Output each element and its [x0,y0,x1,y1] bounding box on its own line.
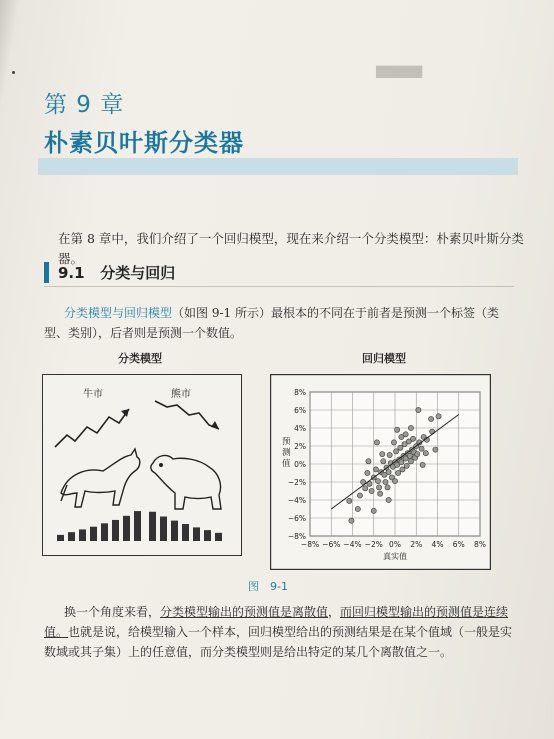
bull-bar [79,529,86,541]
data-point [429,416,434,421]
section-rule [44,286,514,287]
data-point [357,493,362,498]
x-tick-label: 6% [452,540,465,549]
x-tick-label: 4% [431,540,444,549]
chapter-title: 朴素贝叶斯分类器 [44,129,244,157]
regression-caption: 回归模型 [362,352,406,365]
y-tick-label: −6% [287,514,306,523]
bear-bar [160,517,167,541]
data-point [399,460,404,465]
data-point [410,436,415,441]
data-point [366,459,371,464]
data-point [393,449,398,454]
y-tick-label: −4% [287,496,306,505]
bull-label: 牛市 [83,389,103,400]
x-tick-label: −4% [343,540,362,549]
paragraph-2-comma: ， [328,605,341,619]
bull-bar [90,527,97,541]
data-point [408,425,413,430]
section-heading [44,262,514,283]
bar-series [57,511,222,541]
data-point [404,463,409,468]
y-tick-label: −2% [287,478,306,487]
data-point [363,486,368,491]
data-point [371,508,376,513]
bear-bar [204,530,211,541]
x-tick-label: 8% [474,540,486,549]
data-point [396,470,401,475]
bull-bar [123,516,130,541]
data-point [349,518,354,523]
data-point [381,459,386,464]
bull-trend-arrow [55,409,129,447]
data-point [415,452,420,457]
section-title [58,262,175,283]
paragraph-2-body: 也就是说，给模型输入一个样本，回归模型给出的预测结果是在某个值域（一般是实数域或其子集）上的任意值，而分类模型则是给出特定的某几个离散值之一。 [44,625,513,659]
data-point [423,451,428,456]
data-point [433,447,438,452]
paragraph-1 [44,303,519,343]
data-point [400,467,405,472]
data-point [355,506,360,511]
y-tick-label: 4% [294,424,306,433]
bear-icon [151,456,221,509]
y-axis-label: 预测值 [282,437,291,469]
classification-illustration [43,375,241,555]
regression-scatter-chart [270,374,491,570]
bull-icon [61,449,140,507]
data-point [395,427,400,432]
data-point [398,445,403,450]
data-point [386,497,391,502]
data-point [403,432,408,437]
x-tick-label: −2% [364,540,383,549]
data-point [380,452,385,457]
y-tick-label: 6% [294,406,306,415]
data-point [408,459,413,464]
intro-paragraph: 在第 8 章中，我们介绍了一个回归模型，现在来介绍一个分类模型：朴素贝叶斯分类器。 [58,231,524,266]
data-point [375,479,380,484]
bear-label: 熊市 [171,389,191,400]
classification-caption: 分类模型 [118,352,162,365]
x-tick-label: −8% [300,540,320,549]
y-tick-label: 0% [294,460,306,469]
page-mark [12,71,15,74]
bull-bar [134,511,141,541]
data-point [378,491,383,496]
bear-arrowhead [211,421,219,429]
data-point [420,462,425,467]
data-point [419,446,424,451]
bull-bar [68,532,75,541]
data-point [385,485,390,490]
bull-bar [112,520,119,541]
data-point [365,470,370,475]
y-tick-label: −8% [287,532,306,541]
classification-figure [42,374,242,556]
bear-bar [171,521,178,541]
paragraph-2-underline-2: 而回归模型输出的预测值是连续值。 [44,605,509,639]
figure-caption: 图 9-1 [248,580,288,593]
x-tick-label: 2% [410,540,423,549]
data-point [436,414,441,419]
x-axis-label: 真实值 [383,552,407,561]
chapter-number: 第 9 章 [44,92,125,118]
data-point [383,479,388,484]
bull-bar [57,535,64,541]
data-point [369,488,374,493]
paragraph-2 [44,602,522,662]
bleed-through-text: ▇▇▇▇▇ [376,64,423,78]
section-name: 分类与回归 [100,264,176,282]
data-point [374,440,379,445]
x-tick-label: −6% [322,540,341,549]
data-point [347,498,352,503]
bear-bar [149,512,156,541]
data-point [416,407,421,412]
bear-trend-arrow [155,401,219,429]
data-point [407,453,412,458]
data-point [373,467,378,472]
bear-bar [182,524,189,541]
paragraph-1-text: （如图 9-1 所示）最根本的不同在于前者是预测一个标签（类型、类别），后者则是预测一个数值。 [44,306,499,340]
section-number: 9.1 [58,264,85,282]
data-point [386,470,391,475]
data-point [392,479,397,484]
y-tick-label: 2% [294,442,306,451]
bull-bar [101,523,108,541]
title-band [38,158,518,175]
bear-bar [193,527,200,541]
data-point [387,452,392,457]
bear-bar [215,533,222,541]
section-bar [44,262,49,283]
data-point [376,485,381,490]
paragraph-2-underline-1: 分类模型输出的预测值是离散值 [160,605,329,619]
regression-figure [270,374,491,570]
paragraph-2-lead: 换一个角度来看， [64,605,161,619]
paragraph-1-highlight: 分类模型与回归模型 [64,306,173,320]
y-tick-label: 8% [294,388,306,397]
data-point [391,440,396,445]
x-tick-label: 0% [389,540,401,549]
